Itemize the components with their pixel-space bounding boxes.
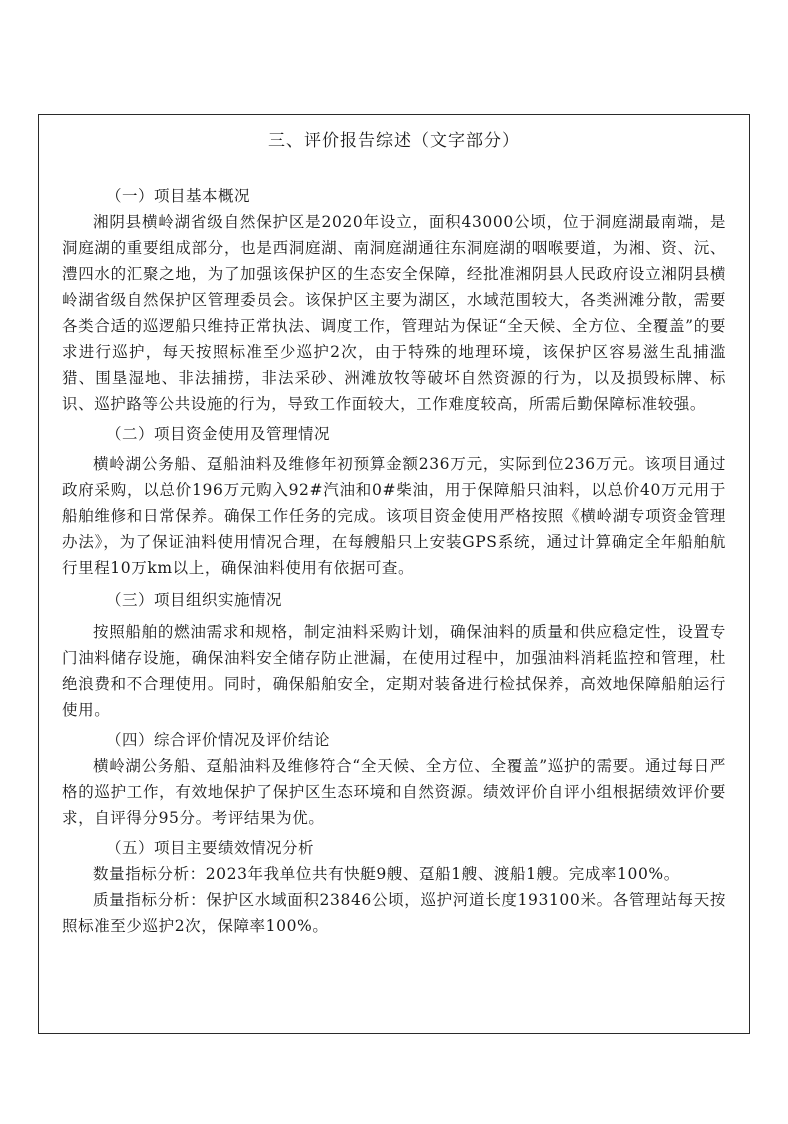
section-2-paragraph: 横岭湖公务船、趸船油料及维修年初预算金额236万元，实际到位236万元。该项目通过政府采购，以总价196万元购入92#汽油和0#柴油，用于保障船只油料，以总价40万元用于船舶维修和日常保养。确保工作任务的完成。该项目资金使用严格按照《横岭湖专项资金管理办法》，为了保证油料使用情况合理，在每艘船只上安装GPS系统，通过计算确定全年船舶航行里程10万km以上，确保油料使用有依据可查。 xyxy=(62,455,726,577)
section-heading-5: （五）项目主要绩效情况分析 xyxy=(106,839,315,857)
section-5-paragraph-quantity: 数量指标分析：2023年我单位共有快艇9艘、趸船1艘、渡船1艘。完成率100%。 xyxy=(93,865,680,883)
report-body xyxy=(62,183,726,939)
section-1-paragraph: 湘阴县横岭湖省级自然保护区是2020年设立，面积43000公顷，位于洞庭湖最南端，是洞庭湖的重要组成部分，也是西洞庭湖、南洞庭湖通往东洞庭湖的咽喉要道，为湘、资、沅、澧四水的汇聚之地，为了加强该保护区的生态安全保障，经批准湘阴县人民政府设立湘阴县横岭湖省级自然保护区管理委员会。该保护区主要为湖区，水域范围较大，各类洲滩分散，需要各类合适的巡逻船只维持正常执法、调度工作，管理站为保证“全天候、全方位、全覆盖”的要求进行巡护，每天按照标准至少巡护2次，由于特殊的地理环境，该保护区容易滋生乱捕滥猎、围垦湿地、非法捕捞，非法采砂、洲滩放牧等破坏自然资源的行为，以及损毁标牌、标识、巡护路等公共设施的行为，导致工作面较大，工作难度较高，所需后勤保障标准较强。 xyxy=(62,213,726,413)
report-title: 三、评价报告综述（文字部分） xyxy=(268,131,520,151)
section-heading-2: （二）项目资金使用及管理情况 xyxy=(106,425,331,443)
section-heading-4: （四）综合评价情况及评价结论 xyxy=(106,731,331,749)
section-3-paragraph: 按照船舶的燃油需求和规格，制定油料采购计划，确保油料的质量和供应稳定性，设置专门油料储存设施，确保油料安全储存防止泄漏，在使用过程中，加强油料消耗监控和管理，杜绝浪费和不合理使用。同时，确保船舶安全，定期对装备进行检拭保养，高效地保障船舶运行使用。 xyxy=(62,623,726,719)
section-heading-1: （一）项目基本概况 xyxy=(106,187,251,205)
section-heading-3: （三）项目组织实施情况 xyxy=(106,591,283,609)
section-4-paragraph: 横岭湖公务船、趸船油料及维修符合“全天候、全方位、全覆盖”巡护的需要。通过每日严格的巡护工作，有效地保护了保护区生态环境和自然资源。绩效评价自评小组根据绩效评价要求，自评得分95分。考评结果为优。 xyxy=(62,757,726,827)
section-5-paragraph-quality: 质量指标分析：保护区水域面积23846公顷，巡护河道长度193100米。各管理站每天按照标准至少巡护2次，保障率100%。 xyxy=(62,891,726,935)
